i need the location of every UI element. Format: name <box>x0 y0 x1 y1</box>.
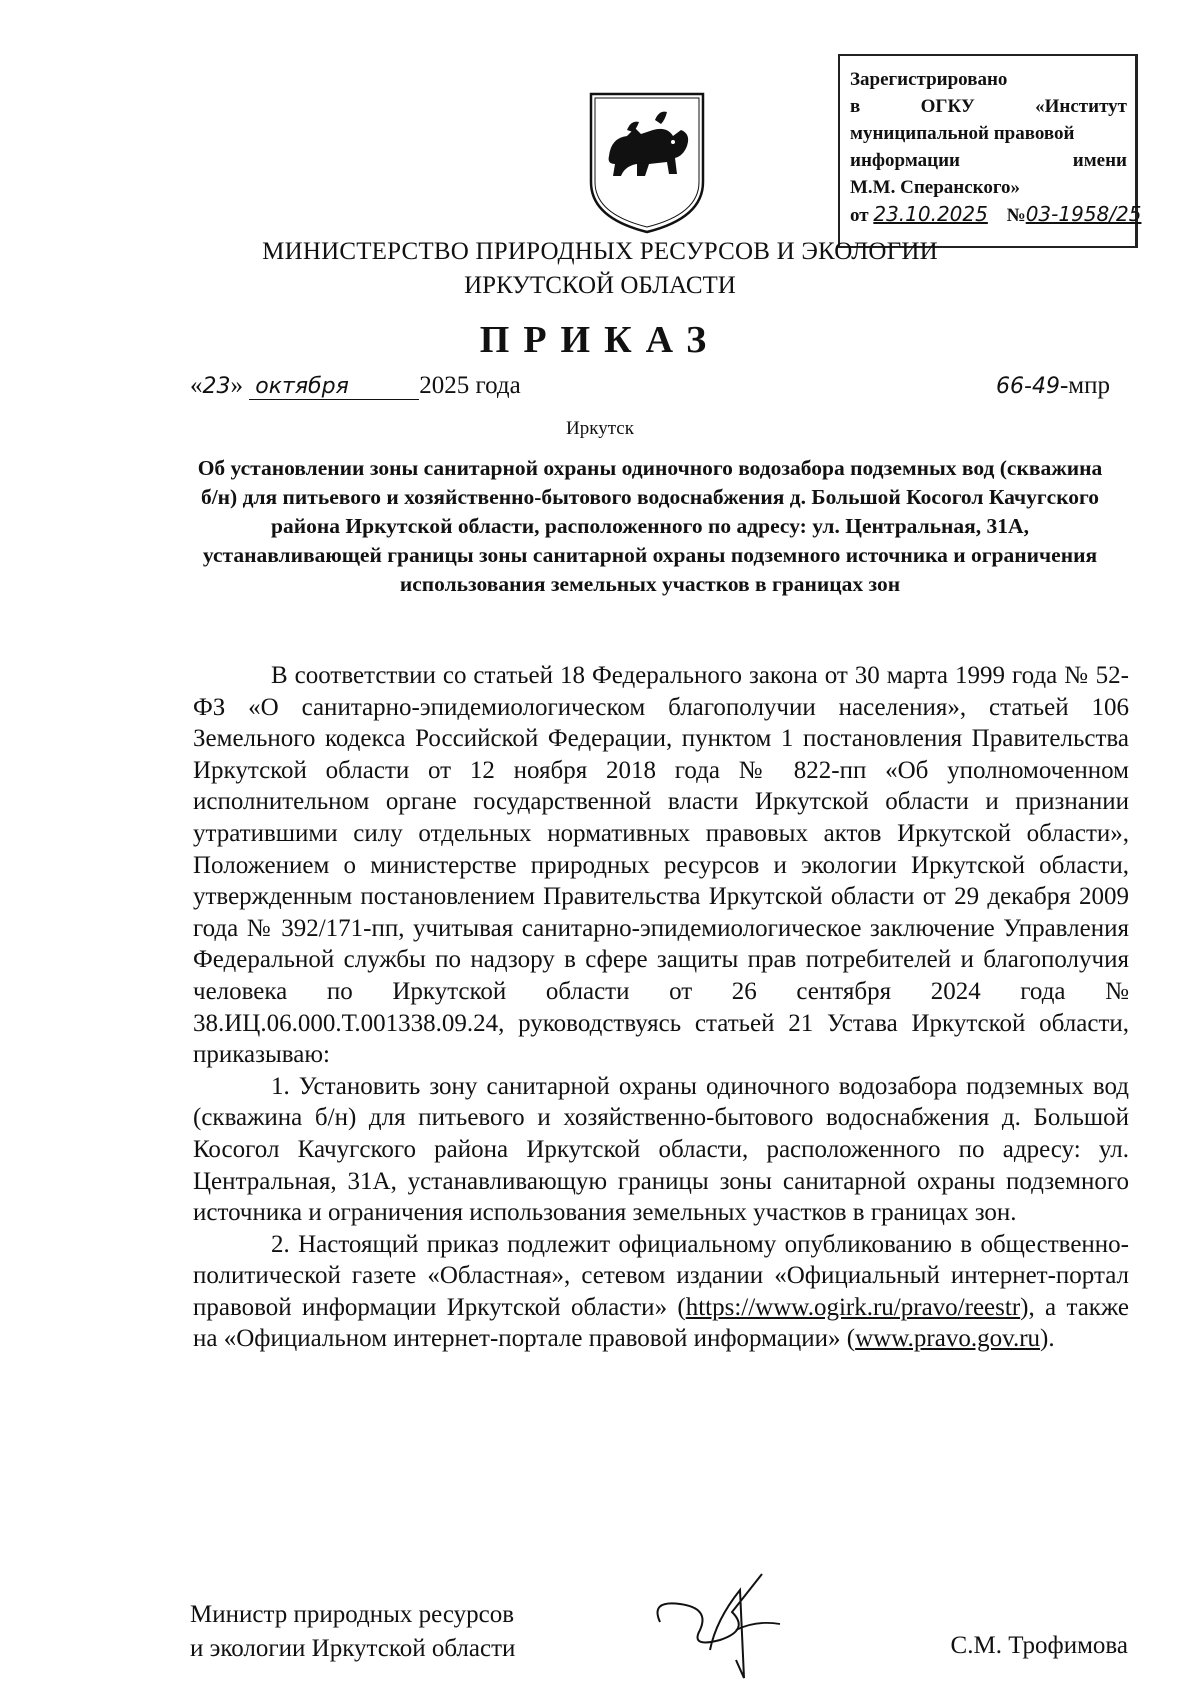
stamp-line5: М.М. Сперанского» <box>850 177 1021 198</box>
coat-of-arms-emblem <box>587 90 707 236</box>
signer-name: С.М. Трофимова <box>950 1632 1128 1659</box>
stamp-line4 <box>850 147 1127 174</box>
stamp-line4-b: имени <box>1072 150 1127 171</box>
stamp-line2-b: ОГКУ <box>920 96 975 117</box>
order-number-suffix: -мпр <box>1059 372 1110 399</box>
stamp-line4-a: информации <box>850 150 960 171</box>
stamp-date-value: 23.10.2025 <box>873 202 988 226</box>
order-year: 2025 года <box>419 372 521 399</box>
order-subject: Об установлении зоны санитарной охраны одиночного водозабора подземных вод (скважина б/н) для питьевого и хозяйственно-бытового водоснабжения д. Большой Косогол Качугского района Иркутской области, расположенного по адресу: ул. Центральная, 31А, устанавливающей границы зоны санитарной охраны подземного источника и ограничения использования земельных участков в границах зон <box>197 456 1103 596</box>
registration-stamp <box>838 54 1142 248</box>
date-quote-open: « <box>190 372 203 399</box>
order-number <box>996 372 1110 400</box>
stamp-line1: Зарегистрировано <box>850 69 1008 90</box>
ministry-name-line2: ИРКУТСКОЙ ОБЛАСТИ <box>464 272 736 299</box>
stamp-line2-a: в <box>850 96 861 117</box>
stamp-num-value: 03-1958/25 <box>1025 202 1142 226</box>
stamp-line2 <box>850 93 1127 120</box>
handwritten-signature <box>640 1560 820 1680</box>
body-preamble: В соответствии со статьей 18 Федерального закона от 30 марта 1999 года № 52-ФЗ «О санитарно-эпидемиологическом благополучии населения», статьей 106 Земельного кодекса Российской Федерации, пунктом 1 постановления Правительства Иркутской области от 12 ноября 2018 года № 822-пп «Об уполномоченном исполнительном органе государственной власти Иркутской области и признании утратившими силу отдельных нормативных правовых актов Иркутской области», Положением о министерстве природных ресурсов и экологии Иркутской области, утвержденным постановлением Правительства Иркутской области от 29 декабря 2009 года № 392/171-пп, учитывая санитарно-эпидемиологическое заключение Управления Федеральной службы по надзору в сфере защиты прав потребителей и благополучия человека по Иркутской области от 26 сентября 2024 года № 38.ИЦ.06.000.Т.001338.09.24, руководствуясь статьей 21 Устава Иркутской области, приказываю: <box>193 662 1129 1069</box>
stamp-date-label: от <box>850 205 869 226</box>
order-day: 23 <box>202 374 231 399</box>
item2-text-2: ), а также на «Официальном интернет-портале правовой информации» ( <box>193 1293 1129 1353</box>
city: Иркутск <box>566 418 634 439</box>
ministry-name-line1: МИНИСТЕРСТВО ПРИРОДНЫХ РЕСУРСОВ И ЭКОЛОГИИ <box>262 238 938 265</box>
signer-position-line1: Министр природных ресурсов <box>190 1601 515 1628</box>
item2-text-1: 2. Настоящий приказ подлежит официальному опубликованию в общественно-политической газете «Областная», сетевом издании «Официальный интернет-портал правовой информации Иркутской области» ( <box>193 1230 1129 1321</box>
signer-position-line2: и экологии Иркутской области <box>190 1635 516 1662</box>
order-date <box>190 372 521 400</box>
stamp-line2-c: «Институт <box>1035 96 1127 117</box>
item2-text-3: ). <box>1040 1325 1055 1353</box>
stamp-date-line <box>850 201 1142 229</box>
date-quote-close: » <box>230 372 243 399</box>
pravo-gov-link[interactable]: www.pravo.gov.ru <box>855 1325 1041 1353</box>
body-item-2 <box>193 1229 1129 1355</box>
body-item-1: 1. Установить зону санитарной охраны одиночного водозабора подземных вод (скважина б/н) для питьевого и хозяйственно-бытового водоснабжения д. Большой Косогол Качугского района Иркутской области, расположенного по адресу: ул. Центральная, 31А, устанавливающую границы зоны санитарной охраны подземного источника и ограничения использования земельных участков в границах зон. <box>193 1072 1129 1227</box>
order-month: октября <box>249 374 419 400</box>
order-body <box>193 660 1129 1355</box>
stamp-num-label: № <box>1006 205 1026 226</box>
document-type-title: ПРИКАЗ <box>479 319 721 361</box>
signer-position <box>190 1598 515 1666</box>
order-number-handwritten: 66-49 <box>996 374 1060 399</box>
stamp-line3: муниципальной правовой <box>850 123 1075 144</box>
ogirk-link[interactable]: https://www.ogirk.ru/pravo/reestr <box>685 1293 1021 1321</box>
